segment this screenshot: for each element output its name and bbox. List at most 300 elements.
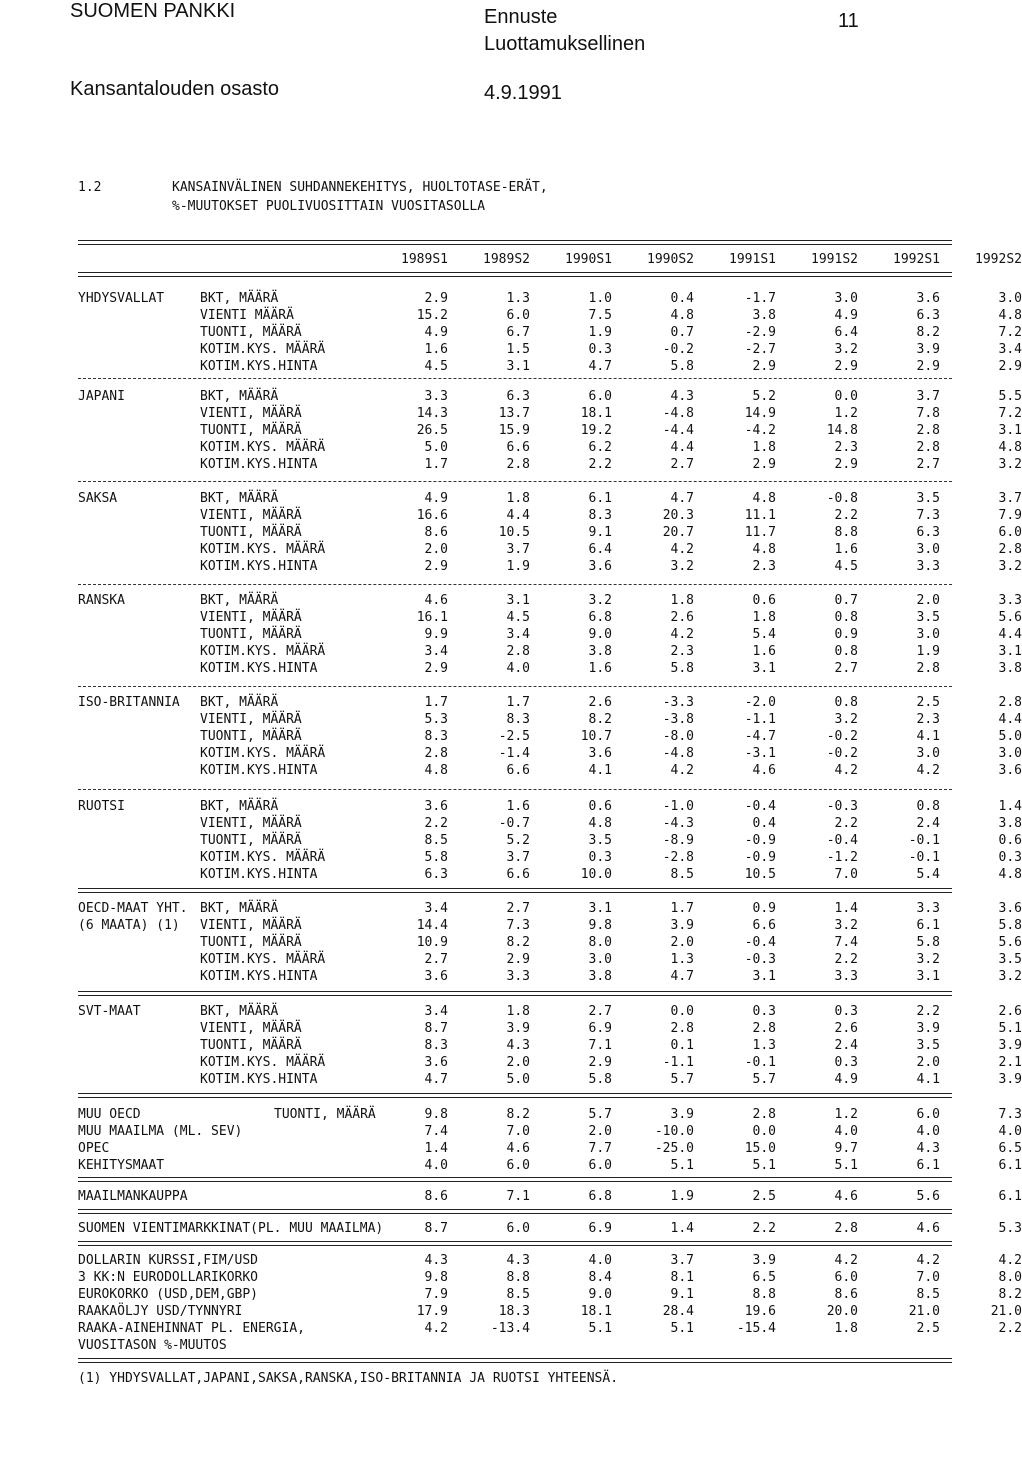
cell-value: 4.2: [834, 763, 858, 778]
cell-value: 2.2: [424, 816, 448, 831]
cell-value: 2.0: [916, 593, 940, 608]
cell-value: 0.4: [752, 816, 776, 831]
cell-value: 8.0: [998, 1270, 1022, 1285]
cell-value: 6.3: [424, 867, 448, 882]
cell-value: 3.2: [998, 457, 1022, 472]
cell-value: 2.9: [752, 359, 776, 374]
row-item: KOTIM.KYS. MÄÄRÄ: [200, 542, 326, 557]
row-item: KOTIM.KYS. MÄÄRÄ: [200, 746, 326, 761]
table-row: [78, 762, 1022, 779]
cell-value: 2.9: [834, 359, 858, 374]
cell-value: 5.6: [998, 610, 1022, 625]
cell-value: 4.7: [424, 1072, 448, 1087]
department: Kansantalouden osasto: [70, 78, 280, 100]
table-row: [78, 1337, 958, 1354]
cell-value: 3.4: [998, 342, 1022, 357]
cell-value: 5.5: [998, 389, 1022, 404]
cell-value: 2.6: [834, 1021, 858, 1036]
cell-value: 1.3: [670, 952, 694, 967]
table-row: [78, 609, 1022, 626]
table-row: [78, 422, 1022, 439]
cell-value: -2.9: [744, 325, 776, 340]
cell-value: 0.3: [588, 342, 612, 357]
cell-value: 3.0: [834, 291, 858, 306]
cell-value: 10.0: [580, 867, 612, 882]
cell-value: 8.3: [588, 508, 612, 523]
cell-value: 6.0: [588, 389, 612, 404]
cell-value: 1.8: [506, 491, 530, 506]
row-item: KOTIM.KYS. MÄÄRÄ: [200, 952, 326, 967]
cell-value: 2.8: [506, 644, 530, 659]
row-label: SAKSA: [78, 491, 118, 506]
cell-value: 4.8: [670, 308, 694, 323]
row-item: KOTIM.KYS.HINTA: [200, 969, 318, 984]
cell-value: 28.4: [662, 1304, 694, 1319]
cell-value: 3.9: [670, 1107, 694, 1122]
double-rule: [78, 272, 952, 277]
cell-value: 9.1: [670, 1287, 694, 1302]
cell-value: 1.9: [506, 559, 530, 574]
cell-value: 6.5: [752, 1270, 776, 1285]
cell-value: 3.6: [588, 746, 612, 761]
cell-value: 3.7: [506, 850, 530, 865]
cell-value: 2.7: [506, 901, 530, 916]
cell-value: 3.2: [998, 559, 1022, 574]
cell-value: -4.7: [744, 729, 776, 744]
cell-value: 2.8: [670, 1021, 694, 1036]
cell-value: 2.8: [916, 661, 940, 676]
cell-value: 5.8: [916, 935, 940, 950]
cell-value: 4.6: [834, 1189, 858, 1204]
cell-value: 4.1: [916, 1072, 940, 1087]
cell-value: 3.9: [752, 1253, 776, 1268]
table-row: [78, 1320, 1022, 1337]
double-rule: [78, 1093, 952, 1098]
cell-value: 4.1: [588, 763, 612, 778]
cell-value: 1.8: [752, 440, 776, 455]
cell-value: 4.3: [670, 389, 694, 404]
column-header: 1989S2: [483, 252, 530, 267]
cell-value: 1.4: [424, 1141, 448, 1156]
cell-value: 2.3: [752, 559, 776, 574]
cell-value: -13.4: [490, 1321, 530, 1336]
cell-value: 3.6: [998, 901, 1022, 916]
cell-value: 3.3: [506, 969, 530, 984]
cell-value: 6.0: [998, 525, 1022, 540]
cell-value: 7.3: [506, 918, 530, 933]
cell-value: 1.3: [752, 1038, 776, 1053]
cell-value: 3.2: [916, 952, 940, 967]
cell-value: 2.3: [916, 712, 940, 727]
cell-value: 5.7: [752, 1072, 776, 1087]
cell-value: 8.5: [670, 867, 694, 882]
cell-value: 14.9: [744, 406, 776, 421]
cell-value: 2.1: [998, 1055, 1022, 1070]
column-header-row: [78, 251, 1022, 268]
cell-value: 20.0: [826, 1304, 858, 1319]
table-row: [78, 849, 1022, 866]
cell-value: 4.0: [424, 1158, 448, 1173]
cell-value: 7.4: [834, 935, 858, 950]
cell-value: 21.0: [908, 1304, 940, 1319]
row-label: SUOMEN VIENTIMARKKINAT(PL. MUU MAAILMA): [78, 1221, 384, 1236]
cell-value: 3.7: [916, 389, 940, 404]
cell-value: -1.1: [744, 712, 776, 727]
row-item: BKT, MÄÄRÄ: [200, 389, 279, 404]
cell-value: 14.8: [826, 423, 858, 438]
cell-value: 2.2: [834, 952, 858, 967]
row-item: KOTIM.KYS.HINTA: [200, 559, 318, 574]
cell-value: 3.3: [834, 969, 858, 984]
cell-value: 6.3: [916, 308, 940, 323]
section-number: 1.2: [78, 180, 102, 195]
cell-value: 2.4: [916, 816, 940, 831]
cell-value: 3.1: [506, 593, 530, 608]
cell-value: 14.4: [416, 918, 448, 933]
table-row: [78, 324, 1022, 341]
cell-value: 6.0: [506, 308, 530, 323]
table-row: [78, 558, 1022, 575]
table-row: [78, 626, 1022, 643]
cell-value: 6.7: [506, 325, 530, 340]
cell-value: 8.6: [834, 1287, 858, 1302]
cell-value: 6.6: [506, 867, 530, 882]
cell-value: 4.2: [670, 763, 694, 778]
cell-value: 2.5: [916, 1321, 940, 1336]
cell-value: 1.7: [670, 901, 694, 916]
cell-value: 7.3: [916, 508, 940, 523]
cell-value: 14.3: [416, 406, 448, 421]
cell-value: 2.8: [916, 440, 940, 455]
cell-value: 0.9: [752, 901, 776, 916]
cell-value: 2.6: [588, 695, 612, 710]
cell-value: 2.2: [998, 1321, 1022, 1336]
cell-value: 19.6: [744, 1304, 776, 1319]
cell-value: 18.3: [498, 1304, 530, 1319]
table-row: [78, 439, 1022, 456]
cell-value: 1.6: [834, 542, 858, 557]
row-item: KOTIM.KYS. MÄÄRÄ: [200, 342, 326, 357]
cell-value: 3.6: [916, 291, 940, 306]
cell-value: 5.7: [588, 1107, 612, 1122]
cell-value: 6.6: [506, 763, 530, 778]
cell-value: 17.9: [416, 1304, 448, 1319]
cell-value: 3.3: [998, 593, 1022, 608]
cell-value: 4.2: [670, 542, 694, 557]
cell-value: 2.9: [424, 559, 448, 574]
cell-value: 2.8: [834, 1221, 858, 1236]
cell-value: 10.9: [416, 935, 448, 950]
double-rule: [78, 888, 952, 893]
cell-value: -4.2: [744, 423, 776, 438]
cell-value: 3.7: [998, 491, 1022, 506]
row-label: RAAKA-AINEHINNAT PL. ENERGIA,: [78, 1321, 305, 1336]
row-item: KOTIM.KYS. MÄÄRÄ: [200, 644, 326, 659]
cell-value: 3.4: [506, 627, 530, 642]
cell-value: 1.9: [916, 644, 940, 659]
cell-value: 10.5: [744, 867, 776, 882]
cell-value: -1.2: [826, 850, 858, 865]
cell-value: -8.9: [662, 833, 694, 848]
cell-value: 1.2: [834, 1107, 858, 1122]
table-row: [78, 832, 1022, 849]
cell-value: -0.3: [744, 952, 776, 967]
table-row: [78, 490, 1022, 507]
row-item: VIENTI, MÄÄRÄ: [200, 406, 302, 421]
dashed-separator: [78, 378, 952, 379]
cell-value: -1.0: [662, 799, 694, 814]
cell-value: 2.3: [834, 440, 858, 455]
row-label: YHDYSVALLAT: [78, 291, 165, 306]
cell-value: 3.9: [916, 1021, 940, 1036]
cell-value: 3.8: [998, 661, 1022, 676]
cell-value: 6.6: [506, 440, 530, 455]
column-header: 1992S1: [893, 252, 940, 267]
cell-value: 19.2: [580, 423, 612, 438]
cell-value: 0.6: [588, 799, 612, 814]
table-row: [78, 1140, 1022, 1157]
table-row: [78, 934, 1022, 951]
cell-value: 4.7: [670, 491, 694, 506]
dashed-separator: [78, 481, 952, 482]
cell-value: 6.2: [588, 440, 612, 455]
cell-value: 2.9: [998, 359, 1022, 374]
row-item: VIENTI, MÄÄRÄ: [200, 610, 302, 625]
cell-value: 0.0: [670, 1004, 694, 1019]
cell-value: 26.5: [416, 423, 448, 438]
cell-value: 2.2: [588, 457, 612, 472]
cell-value: 8.2: [588, 712, 612, 727]
cell-value: 0.8: [834, 644, 858, 659]
double-rule: [78, 1209, 952, 1214]
table-row: [78, 1106, 1022, 1123]
cell-value: 4.4: [998, 627, 1022, 642]
table-row: [78, 290, 1022, 307]
column-header: 1990S1: [565, 252, 612, 267]
cell-value: -2.7: [744, 342, 776, 357]
table-row: [78, 1303, 1022, 1320]
row-label: VUOSITASON %-MUUTOS: [78, 1338, 227, 1353]
row-item: BKT, MÄÄRÄ: [200, 799, 279, 814]
cell-value: 4.8: [998, 308, 1022, 323]
cell-value: 8.6: [424, 525, 448, 540]
cell-value: -2.0: [744, 695, 776, 710]
cell-value: 2.7: [424, 952, 448, 967]
cell-value: -0.2: [826, 729, 858, 744]
cell-value: 3.8: [588, 969, 612, 984]
cell-value: 6.9: [588, 1221, 612, 1236]
cell-value: 3.7: [670, 1253, 694, 1268]
cell-value: -1.4: [498, 746, 530, 761]
cell-value: 2.2: [916, 1004, 940, 1019]
row-item: BKT, MÄÄRÄ: [200, 695, 279, 710]
table-row: [78, 1252, 1022, 1269]
table-title-line-1: KANSAINVÄLINEN SUHDANNEKEHITYS, HUOLTOTASE-ERÄT,: [172, 180, 548, 195]
cell-value: 3.1: [752, 969, 776, 984]
dashed-separator: [78, 584, 952, 585]
cell-value: 10.7: [580, 729, 612, 744]
cell-value: 0.8: [834, 695, 858, 710]
row-item: TUONTI, MÄÄRÄ: [200, 423, 302, 438]
cell-value: 8.5: [424, 833, 448, 848]
cell-value: 2.5: [916, 695, 940, 710]
row-item: TUONTI, MÄÄRÄ: [200, 627, 302, 642]
cell-value: 1.4: [998, 799, 1022, 814]
cell-value: -4.8: [662, 746, 694, 761]
row-item: KOTIM.KYS.HINTA: [200, 457, 318, 472]
cell-value: 8.2: [506, 1107, 530, 1122]
cell-value: 5.6: [998, 935, 1022, 950]
cell-value: 4.4: [506, 508, 530, 523]
cell-value: 8.8: [752, 1287, 776, 1302]
cell-value: 3.3: [916, 901, 940, 916]
cell-value: 2.0: [424, 542, 448, 557]
cell-value: 3.6: [424, 969, 448, 984]
cell-value: 8.8: [834, 525, 858, 540]
table-row: [78, 1188, 1022, 1205]
column-header: 1992S2: [975, 252, 1022, 267]
cell-value: 5.2: [506, 833, 530, 848]
cell-value: 1.8: [834, 1321, 858, 1336]
row-item: VIENTI, MÄÄRÄ: [200, 1021, 302, 1036]
cell-value: 4.6: [506, 1141, 530, 1156]
row-item: BKT, MÄÄRÄ: [200, 291, 279, 306]
table-row: [78, 1286, 1022, 1303]
cell-value: 8.8: [506, 1270, 530, 1285]
table-row: [78, 1157, 1022, 1174]
cell-value: 8.0: [588, 935, 612, 950]
cell-value: 2.9: [588, 1055, 612, 1070]
table-row: [78, 405, 1022, 422]
cell-value: 3.8: [752, 308, 776, 323]
cell-value: 7.1: [588, 1038, 612, 1053]
cell-value: 6.0: [834, 1270, 858, 1285]
cell-value: 10.5: [498, 525, 530, 540]
table-row: [78, 711, 1022, 728]
cell-value: 4.2: [670, 627, 694, 642]
cell-value: 8.1: [670, 1270, 694, 1285]
cell-value: -1.1: [662, 1055, 694, 1070]
cell-value: 2.5: [752, 1189, 776, 1204]
confidentiality-label: Luottamuksellinen: [484, 33, 646, 55]
cell-value: 0.8: [916, 799, 940, 814]
cell-value: 3.5: [916, 610, 940, 625]
cell-value: 4.8: [752, 542, 776, 557]
cell-value: 2.2: [834, 508, 858, 523]
cell-value: 0.3: [998, 850, 1022, 865]
cell-value: 3.4: [424, 901, 448, 916]
cell-value: 5.3: [424, 712, 448, 727]
table-row: [78, 1220, 1022, 1237]
row-item: KOTIM.KYS.HINTA: [200, 359, 318, 374]
cell-value: 0.3: [834, 1004, 858, 1019]
cell-value: 3.0: [998, 291, 1022, 306]
cell-value: 7.2: [998, 325, 1022, 340]
table-row: [78, 1054, 1022, 1071]
cell-value: 5.1: [588, 1321, 612, 1336]
cell-value: 7.9: [998, 508, 1022, 523]
cell-value: 8.3: [506, 712, 530, 727]
cell-value: 5.3: [998, 1221, 1022, 1236]
cell-value: 6.3: [916, 525, 940, 540]
cell-value: 1.9: [670, 1189, 694, 1204]
cell-value: 4.2: [424, 1321, 448, 1336]
cell-value: 4.5: [506, 610, 530, 625]
cell-value: 1.3: [506, 291, 530, 306]
cell-value: 21.0: [990, 1304, 1022, 1319]
cell-value: 6.4: [588, 542, 612, 557]
table-row: [78, 1020, 1022, 1037]
cell-value: 9.0: [588, 1287, 612, 1302]
table-row: [78, 507, 1022, 524]
cell-value: 2.8: [998, 695, 1022, 710]
cell-value: 9.7: [834, 1141, 858, 1156]
cell-value: 11.1: [744, 508, 776, 523]
table-row: [78, 745, 1022, 762]
table-row: [78, 660, 1022, 677]
double-rule: [78, 240, 952, 245]
cell-value: 3.5: [916, 1038, 940, 1053]
row-item: TUONTI, MÄÄRÄ: [200, 525, 302, 540]
cell-value: -0.4: [744, 935, 776, 950]
cell-value: -1.7: [744, 291, 776, 306]
cell-value: 4.0: [506, 661, 530, 676]
cell-value: 8.2: [916, 325, 940, 340]
cell-value: 1.2: [834, 406, 858, 421]
row-item: KOTIM.KYS.HINTA: [200, 1072, 318, 1087]
cell-value: 1.8: [670, 593, 694, 608]
row-item: VIENTI, MÄÄRÄ: [200, 918, 302, 933]
cell-value: 6.6: [752, 918, 776, 933]
cell-value: 15.0: [744, 1141, 776, 1156]
cell-value: 2.9: [424, 661, 448, 676]
cell-value: 5.0: [424, 440, 448, 455]
cell-value: 3.9: [670, 918, 694, 933]
cell-value: -0.3: [826, 799, 858, 814]
cell-value: 2.8: [916, 423, 940, 438]
cell-value: -4.4: [662, 423, 694, 438]
row-item: KOTIM.KYS. MÄÄRÄ: [200, 440, 326, 455]
cell-value: 0.7: [670, 325, 694, 340]
cell-value: 1.6: [752, 644, 776, 659]
cell-value: 4.2: [834, 1253, 858, 1268]
column-header: 1991S1: [729, 252, 776, 267]
cell-value: 0.0: [834, 389, 858, 404]
document-type: Ennuste: [484, 6, 558, 28]
cell-value: 2.6: [670, 610, 694, 625]
cell-value: 4.8: [752, 491, 776, 506]
cell-value: 2.0: [916, 1055, 940, 1070]
row-item: TUONTI, MÄÄRÄ: [200, 833, 302, 848]
cell-value: 6.3: [506, 389, 530, 404]
cell-value: 3.1: [998, 423, 1022, 438]
cell-value: -2.5: [498, 729, 530, 744]
cell-value: 5.4: [752, 627, 776, 642]
cell-value: 7.3: [998, 1107, 1022, 1122]
cell-value: 2.8: [998, 542, 1022, 557]
cell-value: -0.4: [826, 833, 858, 848]
cell-value: 0.9: [834, 627, 858, 642]
bank-name: SUOMEN PANKKI: [70, 0, 236, 22]
cell-value: 4.3: [506, 1038, 530, 1053]
table-row: [78, 1123, 1022, 1140]
cell-value: 5.0: [998, 729, 1022, 744]
table-row: [78, 541, 1022, 558]
cell-value: 5.8: [670, 359, 694, 374]
cell-value: 5.2: [752, 389, 776, 404]
cell-value: 1.5: [506, 342, 530, 357]
cell-value: -0.9: [744, 833, 776, 848]
